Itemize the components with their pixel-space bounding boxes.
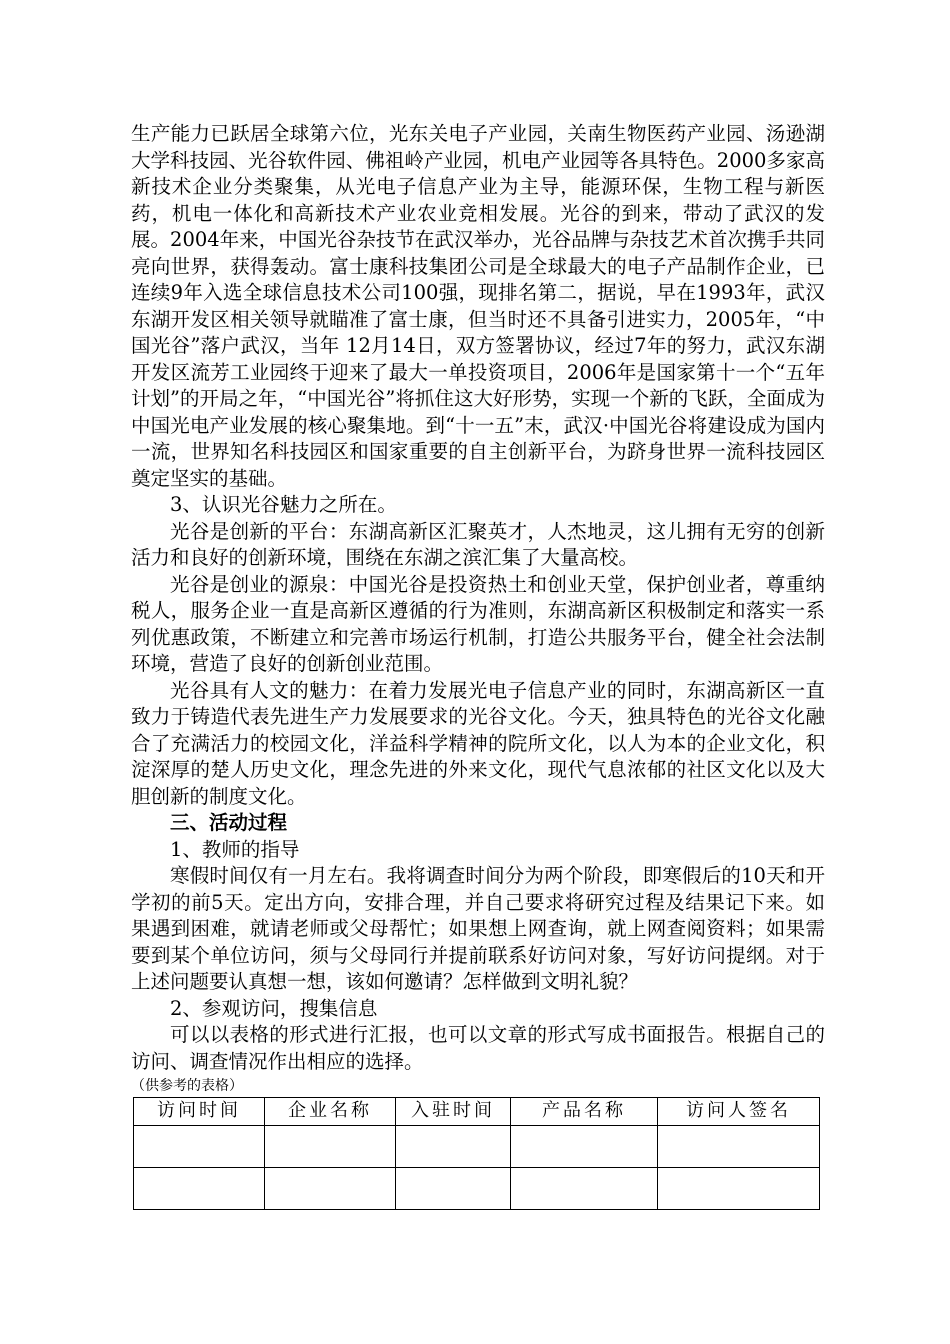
table-header-cell: 访问时间 xyxy=(134,1098,265,1126)
reference-table xyxy=(133,1097,820,1210)
table-cell xyxy=(511,1125,658,1167)
paragraph-innovation-platform: 光谷是创新的平台：东湖高新区汇聚英才，人杰地灵，这儿拥有无穷的创新活力和良好的创新环境，围绕在东湖之滨汇集了大量高校。 xyxy=(131,519,825,569)
table-header-cell: 产品名称 xyxy=(511,1098,658,1126)
table-row xyxy=(134,1167,820,1209)
table-header-cell: 入驻时间 xyxy=(396,1098,511,1126)
section-heading-activity-process: 三、活动过程 xyxy=(170,811,288,834)
table-header-cell: 企业名称 xyxy=(265,1098,396,1126)
table-cell xyxy=(134,1167,265,1209)
subheading-teacher-guidance: 1、教师的指导 xyxy=(170,837,300,861)
subheading-visit-collect: 2、参观访问，搜集信息 xyxy=(170,996,378,1020)
table-cell xyxy=(511,1167,658,1209)
table-cell xyxy=(658,1125,820,1167)
table-header-row xyxy=(134,1098,820,1126)
document-page xyxy=(131,121,825,1210)
table-cell xyxy=(134,1125,265,1167)
paragraph-cultural-charm: 光谷具有人文的魅力：在着力发展光电子信息产业的同时，东湖高新区一直致力于铸造代表先进生产力发展要求的光谷文化。今天，独具特色的光谷文化融合了充满活力的校园文化，洋益科学精神的院所文化，以人为本的企业文化，积淀深厚的楚人历史文化，理念先进的外来文化，现代气息浓郁的社区文化以及大胆创新的制度文化。 xyxy=(131,678,825,808)
table-cell xyxy=(265,1125,396,1167)
table-header-cell: 访问人签名 xyxy=(658,1098,820,1126)
table-row xyxy=(134,1125,820,1167)
table-cell xyxy=(396,1125,511,1167)
paragraph-teacher-guidance: 寒假时间仅有一月左右。我将调查时间分为两个阶段，即寒假后的10天和开学初的前5天。定出方向，安排合理，并自己要求将研究过程及结果记下来。如果遇到困难，就请老师或父母帮忙；如果想上网查询，就上网查阅资料；如果需要到某个单位访问，须与父母同行并提前联系好访问对象，写好访问提纲。对于上述问题要认真想一想，该如何邀请？怎样做到文明礼貌？ xyxy=(131,864,825,993)
table-cell xyxy=(265,1167,396,1209)
table-cell xyxy=(396,1167,511,1209)
table-note: （供参考的表格） xyxy=(131,1078,243,1094)
paragraph-entrepreneurship-source: 光谷是创业的源泉：中国光谷是投资热土和创业天堂，保护创业者，尊重纳税人，服务企业一直是高新区遵循的行为准则，东湖高新区积极制定和落实一系列优惠政策，不断建立和完善市场运行机制，打造公共服务平台，健全社会法制环境，营造了良好的创新创业范围。 xyxy=(131,572,825,675)
paragraph-report-format: 可以以表格的形式进行汇报，也可以文章的形式写成书面报告。根据自己的访问、调查情况作出相应的选择。 xyxy=(131,1023,825,1073)
paragraph-guanggu-development: 生产能力已跃居全球第六位，光东关电子产业园，关南生物医药产业园、汤逊湖大学科技园、光谷软件园、佛祖岭产业园，机电产业园等各具特色。2000多家高新技术企业分类聚集，从光电子信息产业为主导，能源环保，生物工程与新医药，机电一体化和高新技术产业农业竞相发展。光谷的到来，带动了武汉的发展。2004年来，中国光谷杂技节在武汉举办，光谷品牌与杂技艺术首次携手共同亮向世界，获得轰动。富士康科技集团公司是全球最大的电子产品制作企业，已连续9年入选全球信息技术公司100强，现排名第二，据说，早在1993年，武汉东湖开发区相关领导就瞄准了富士康，但当时还不具备引进实力，2005年，“中国光谷”落户武汉，当年 12月14日，双方签署协议，经过7年的努力，武汉东湖开发区流芳工业园终于迎来了最大一单投资项目，2006年是国家第十一个“五年计划”的开局之年，“中国光谷”将抓住这大好形势，实现一个新的飞跃，全面成为中国光电产业发展的核心聚集地。到“十一五”末，武汉·中国光谷将建设成为国内一流，世界知名科技园区和国家重要的自主创新平台，为跻身世界一流科技园区奠定坚实的基础。 xyxy=(131,122,825,490)
paragraph-guanggu-charm-title: 3、认识光谷魅力之所在。 xyxy=(170,493,397,516)
table-cell xyxy=(658,1167,820,1209)
